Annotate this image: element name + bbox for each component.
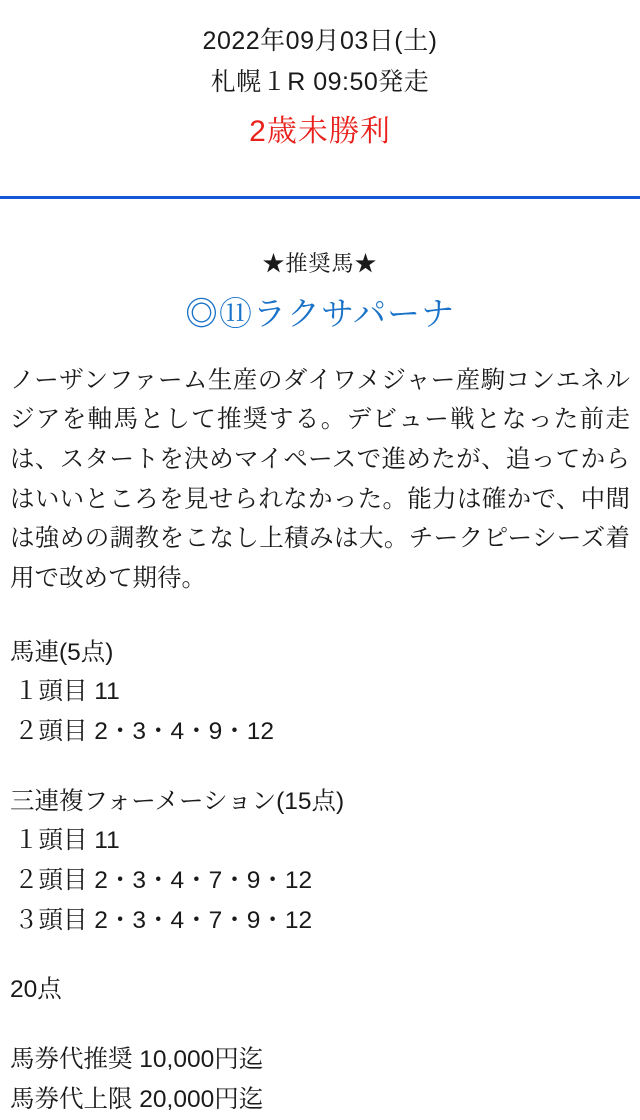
race-venue-time: 札幌１R 09:50発走 <box>210 67 430 96</box>
spacer <box>0 599 640 633</box>
bet-line: １頭目 11 <box>14 827 120 855</box>
recommendation-label: ★推奨馬★ <box>262 250 378 276</box>
spacer <box>0 940 640 970</box>
bet-line: ２頭目 2・3・4・7・9・12 <box>14 867 313 895</box>
bet-type-title: 三連複フォーメーション(15点) <box>10 787 345 815</box>
bet-group-umaren <box>0 633 640 752</box>
bet-line: ２頭目 2・3・4・9・12 <box>14 718 275 745</box>
total-points: 20点 <box>10 976 62 1004</box>
bet-type-title: 馬連(5点) <box>10 638 114 666</box>
bet-group-sanrenpuku <box>0 782 640 941</box>
fee-limit: 馬券代上限 20,000円迄 <box>10 1085 264 1113</box>
spacer <box>0 752 640 782</box>
recommended-horse: ◎⑪ラクサパーナ <box>184 294 456 332</box>
fee-section <box>0 1040 640 1119</box>
race-grade-title: 2歳未勝利 <box>249 114 391 148</box>
spacer <box>0 1010 640 1040</box>
analysis-comment: ノーザンファーム生産のダイワメジャー産駒コンエネルジアを軸馬として推奨する。デビュー戦となった前走は、スタートを決めマイペースで進めたが、追ってからはいいところを見せられなかった。能力は確かで、中間は強めの調教をこなし上積みは大。チークピーシーズ着用で改めて期待。 <box>10 366 630 592</box>
bet-line: １頭目 11 <box>14 678 120 706</box>
race-date: 2022年09月03日(土) <box>202 27 438 55</box>
bet-line: ３頭目 2・3・4・7・9・12 <box>14 906 313 934</box>
recommendation-section <box>0 199 640 335</box>
race-header <box>0 0 640 156</box>
fee-recommended: 馬券代推奨 10,000円迄 <box>10 1046 264 1074</box>
